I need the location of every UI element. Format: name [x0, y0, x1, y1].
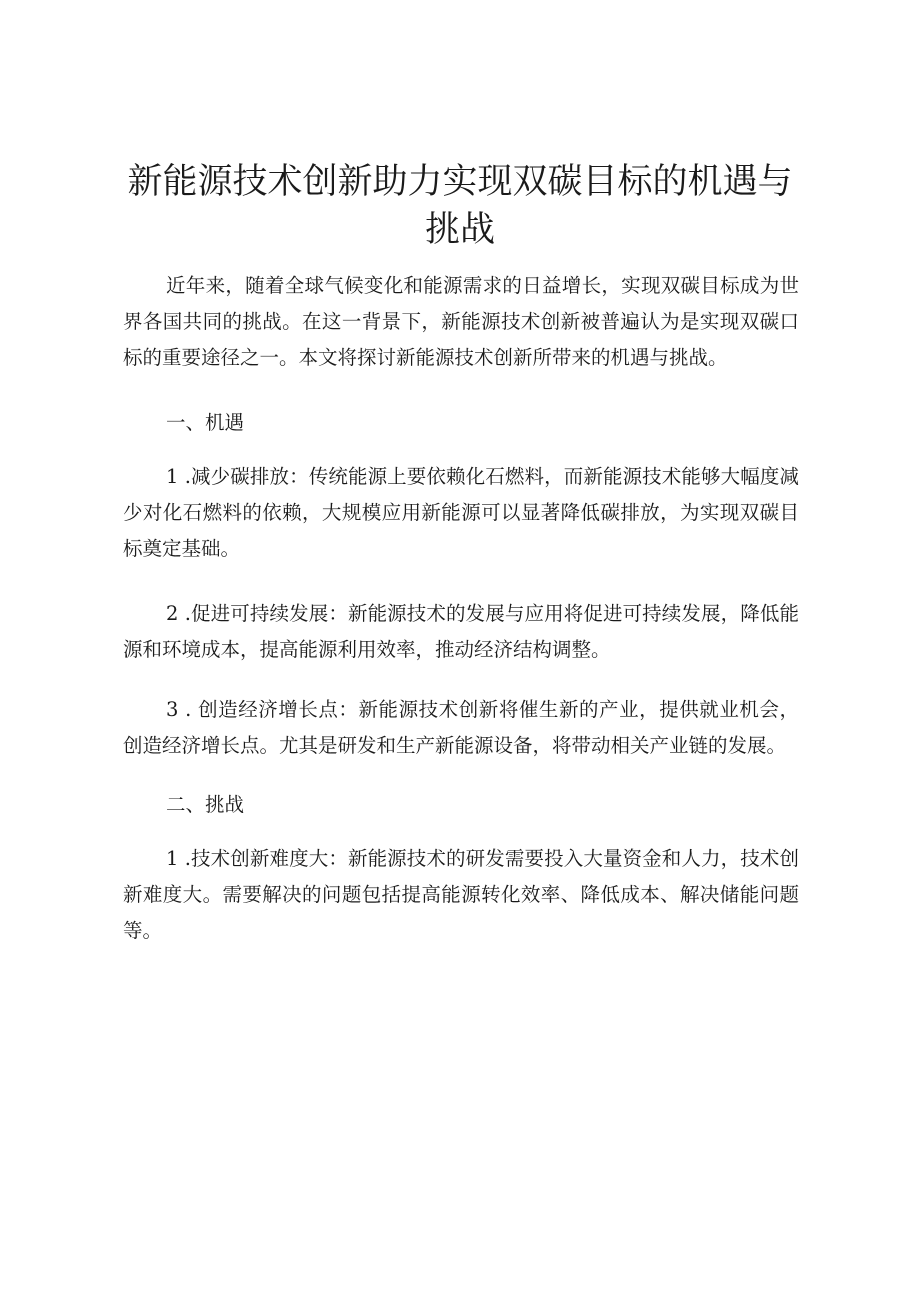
challenge-item-1: 1 .技术创新难度大：新能源技术的研发需要投入大量资金和人力，技术创新难度大。需要解决的问题包括提高能源转化效率、降低成本、解决储能问题等。: [123, 847, 799, 942]
opportunity-item-2: 2 .促进可持续发展：新能源技术的发展与应用将促进可持续发展，降低能源和环境成本，提高能源利用效率，推动经济结构调整。: [123, 602, 799, 661]
document-title: 新能源技术创新助力实现双碳目标的机遇与挑战: [127, 162, 793, 250]
section-heading-opportunities: 一、机遇: [166, 411, 245, 434]
opportunity-item-1: 1 .减少碳排放：传统能源上要依赖化石燃料，而新能源技术能够大幅度减少对化石燃料的依赖，大规模应用新能源可以显著降低碳排放，为实现双碳目标奠定基础。: [123, 465, 799, 560]
intro-paragraph: 近年来，随着全球气候变化和能源需求的日益增长，实现双碳目标成为世界各国共同的挑战。在这一背景下，新能源技术创新被普遍认为是实现双碳口标的重要途径之一。本文将探讨新能源技术创新所带来的机遇与挑战。: [123, 274, 799, 369]
opportunity-item-3: 3 . 创造经济增长点：新能源技术创新将催生新的产业，提供就业机会，创造经济增长点。尤其是研发和生产新能源设备，将带动相关产业链的发展。: [123, 698, 799, 757]
section-heading-challenges: 二、挑战: [166, 793, 245, 816]
